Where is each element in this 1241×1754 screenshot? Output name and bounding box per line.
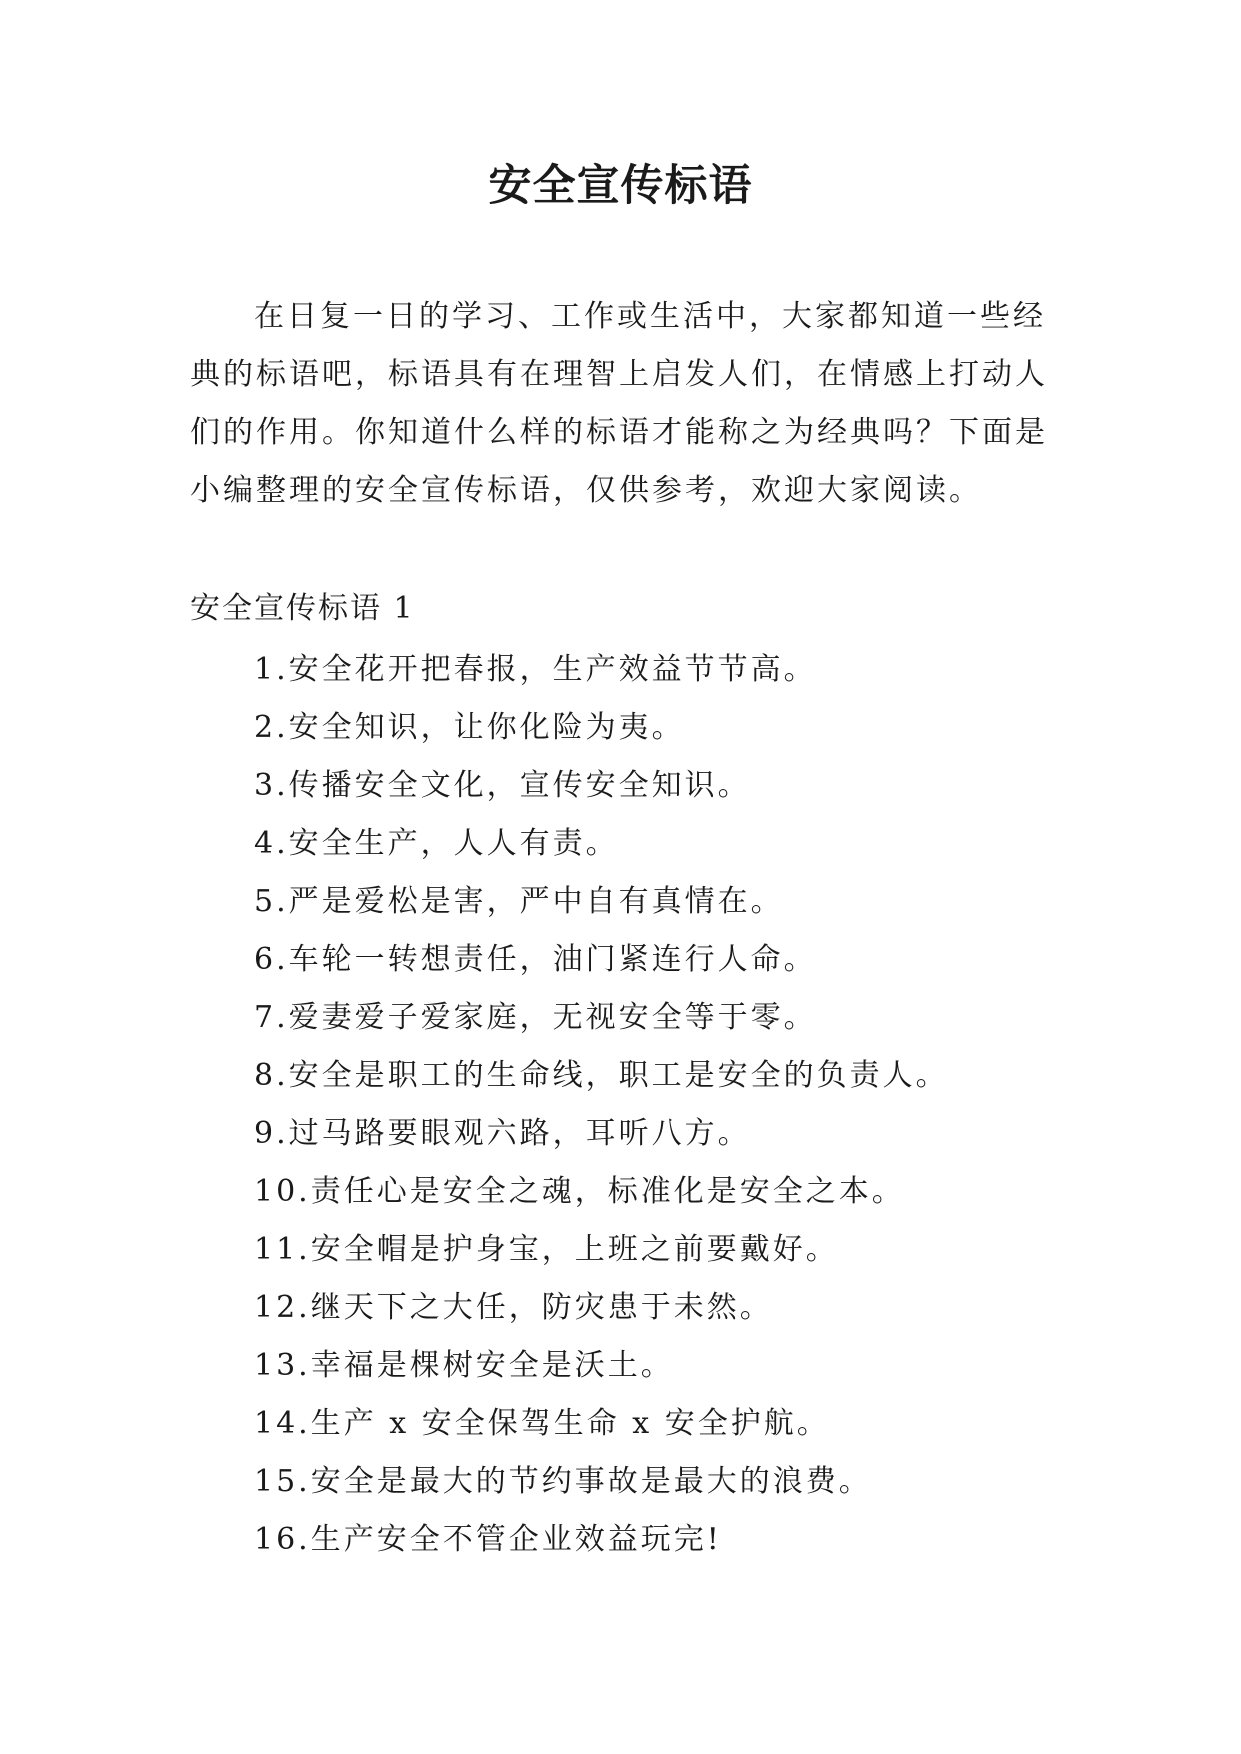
slogan-item: 12.继天下之大任，防灾患于未然。 [254, 1290, 773, 1325]
document-title: 安全宣传标语 [488, 161, 753, 211]
slogan-item: 6.车轮一转想责任，油门紧连行人命。 [254, 942, 817, 977]
slogan-item: 16.生产安全不管企业效益玩完! [254, 1522, 722, 1557]
intro-paragraph: 在日复一日的学习、工作或生活中，大家都知道一些经典的标语吧，标语具有在理智上启发人们，在情感上打动人们的作用。你知道什么样的标语才能称之为经典吗？下面是小编整理的安全宣传标语，仅供参考，欢迎大家阅读。 [190, 299, 1048, 508]
slogan-item: 1.安全花开把春报，生产效益节节高。 [254, 652, 817, 687]
slogan-item: 14.生产 x 安全保驾生命 x 安全护航。 [254, 1406, 830, 1441]
slogan-list [254, 641, 1074, 1569]
slogan-item: 3.传播安全文化，宣传安全知识。 [254, 768, 751, 803]
slogan-item: 5.严是爱松是害，严中自有真情在。 [254, 884, 784, 919]
slogan-item: 9.过马路要眼观六路，耳听八方。 [254, 1116, 751, 1151]
slogan-item: 11.安全帽是护身宝，上班之前要戴好。 [254, 1232, 839, 1267]
slogan-item: 13.幸福是棵树安全是沃土。 [254, 1348, 674, 1383]
slogan-item: 8.安全是职工的生命线，职工是安全的负责人。 [254, 1058, 949, 1093]
slogan-item: 15.安全是最大的节约事故是最大的浪费。 [254, 1464, 872, 1499]
slogan-item: 2.安全知识，让你化险为夷。 [254, 710, 685, 745]
slogan-item: 7.爱妻爱子爱家庭，无视安全等于零。 [254, 1000, 817, 1035]
slogan-item: 4.安全生产，人人有责。 [254, 826, 619, 861]
section-heading: 安全宣传标语 1 [190, 591, 415, 626]
slogan-item: 10.责任心是安全之魂，标准化是安全之本。 [254, 1174, 905, 1209]
